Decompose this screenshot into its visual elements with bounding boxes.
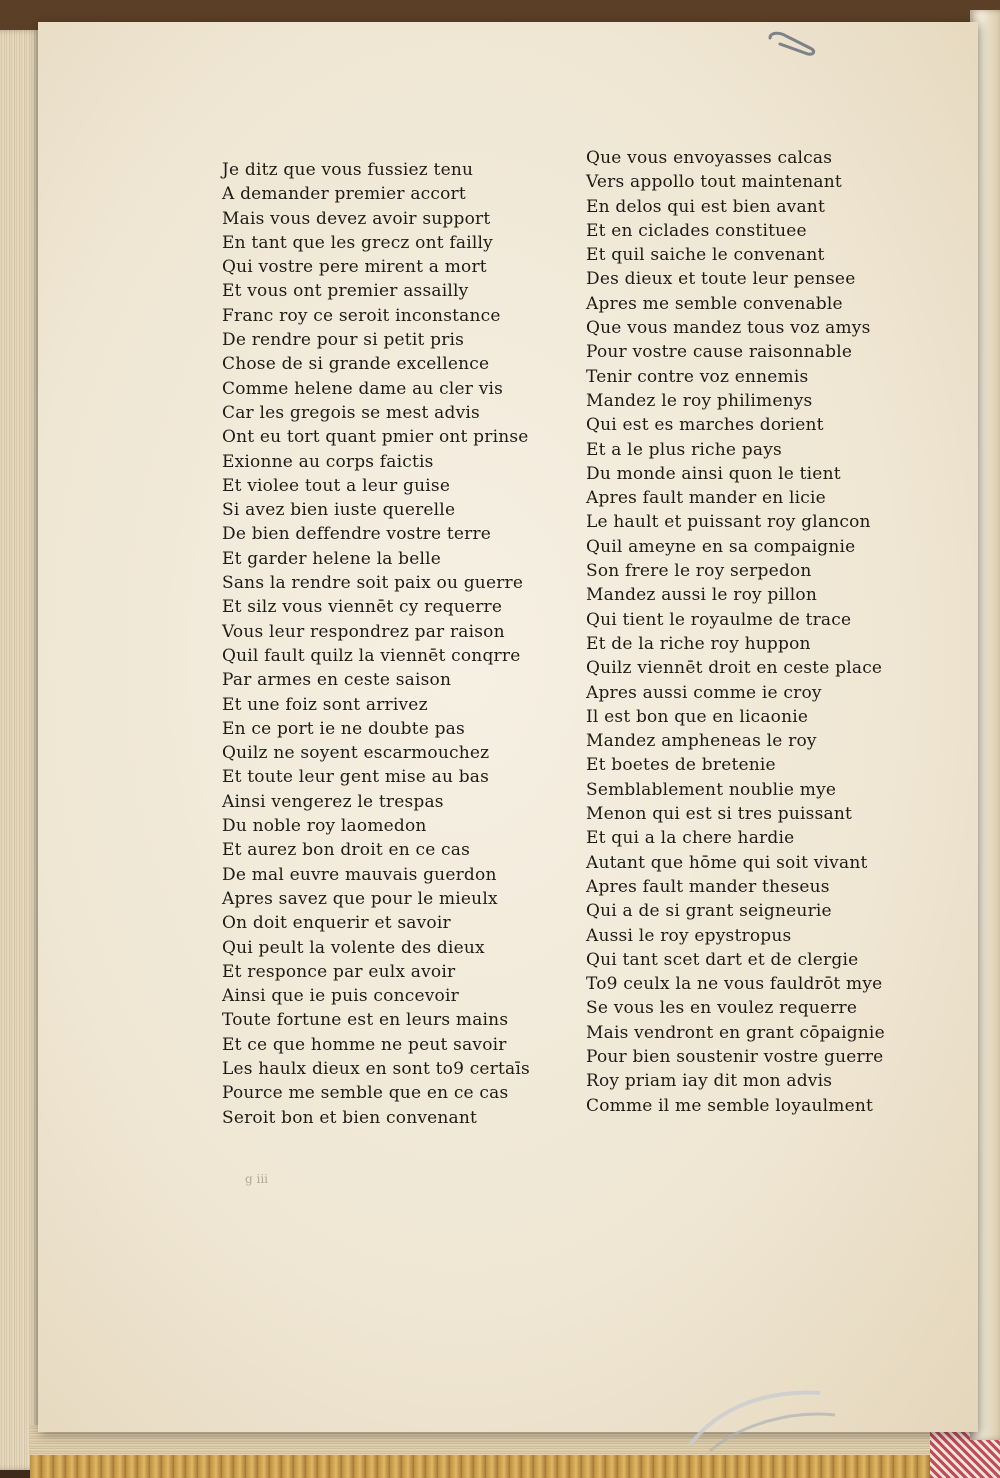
left-verse-line: Franc roy ce seroit inconstance bbox=[222, 305, 501, 326]
left-verse-column bbox=[222, 158, 592, 1130]
left-verse-line: Apres savez que pour le mieulx bbox=[222, 888, 498, 909]
left-verse-line: Et responce par eulx avoir bbox=[222, 961, 456, 982]
left-verse-line: De bien deffendre vostre terre bbox=[222, 524, 492, 545]
left-verse-line: Qui peult la volente des dieux bbox=[222, 937, 485, 958]
left-verse-line: Et silz vous viennēt cy requerre bbox=[222, 597, 503, 618]
left-verse-line: Ont eu tort quant pmier ont prinse bbox=[222, 427, 529, 448]
right-verse-line: Pour bien soustenir vostre guerre bbox=[586, 1046, 884, 1067]
right-verse-line: To9 ceulx la ne vous fauldrōt mye bbox=[586, 974, 883, 995]
left-verse-line: Pource me semble que en ce cas bbox=[222, 1083, 509, 1104]
right-verse-line: Quilz viennēt droit en ceste place bbox=[586, 658, 883, 679]
left-verse-line: Par armes en ceste saison bbox=[222, 670, 452, 691]
left-verse-line: Chose de si grande excellence bbox=[222, 354, 490, 375]
left-verse-line: Et violee tout a leur guise bbox=[222, 475, 451, 496]
right-verse-line: Mandez ampheneas le roy bbox=[586, 731, 817, 752]
left-verse-line: Ainsi que ie puis concevoir bbox=[222, 986, 459, 1007]
right-verse-line: Aussi le roy epystropus bbox=[586, 925, 792, 946]
right-verse-line: Qui tant scet dart et de clergie bbox=[586, 949, 859, 970]
left-verse-line: En tant que les grecz ont failly bbox=[222, 232, 493, 253]
right-verse-line: Et boetes de bretenie bbox=[586, 755, 776, 776]
left-verse-line: Et garder helene la belle bbox=[222, 548, 442, 569]
left-verse-line: Vous leur respondrez par raison bbox=[222, 621, 505, 642]
right-verse-line: Quil ameyne en sa compaignie bbox=[586, 536, 856, 557]
left-verse-line: En ce port ie ne doubte pas bbox=[222, 718, 465, 739]
right-verse-line: En delos qui est bien avant bbox=[586, 196, 825, 217]
left-verse-line: Sans la rendre soit paix ou guerre bbox=[222, 573, 524, 594]
right-verse-line: Que vous mandez tous voz amys bbox=[586, 318, 871, 339]
right-verse-line: Que vous envoyasses calcas bbox=[586, 148, 833, 168]
page-stack-left-edge bbox=[0, 30, 40, 1470]
right-verse-line: Mandez aussi le roy pillon bbox=[586, 585, 818, 606]
left-verse-line: Et ce que homme ne peut savoir bbox=[222, 1034, 507, 1055]
right-verse-line: Et a le plus riche pays bbox=[586, 439, 782, 460]
left-verse-line: Toute fortune est en leurs mains bbox=[222, 1010, 509, 1031]
left-verse-line: Et aurez bon droit en ce cas bbox=[222, 840, 471, 861]
left-verse-line: Je ditz que vous fussiez tenu bbox=[222, 160, 474, 180]
right-verse-line: Mais vendront en grant cōpaignie bbox=[586, 1022, 885, 1043]
left-verse-line: Et toute leur gent mise au bas bbox=[222, 767, 490, 788]
right-verse-line: Le hault et puissant roy glancon bbox=[586, 512, 871, 533]
right-verse-line: Qui a de si grant seigneurie bbox=[586, 901, 832, 922]
left-verse-line: De mal euvre mauvais guerdon bbox=[222, 864, 497, 885]
right-verse-line: Roy priam iay dit mon advis bbox=[586, 1071, 833, 1092]
right-verse-line: Vers appollo tout maintenant bbox=[586, 172, 842, 193]
right-verse-line: Pour vostre cause raisonnable bbox=[586, 342, 853, 363]
left-verse-line: Quil fault quilz la viennēt conqrre bbox=[222, 645, 521, 666]
left-verse-line: Et vous ont premier assailly bbox=[222, 281, 469, 302]
left-verse-line: Mais vous devez avoir support bbox=[222, 208, 491, 229]
right-verse-line: Tenir contre voz ennemis bbox=[586, 366, 809, 387]
left-verse-line: Car les gregois se mest advis bbox=[222, 402, 480, 423]
right-verse-line: Et quil saiche le convenant bbox=[586, 245, 825, 266]
left-verse-line: A demander premier accort bbox=[222, 184, 466, 205]
left-verse-line: Si avez bien iuste querelle bbox=[222, 500, 456, 521]
right-verse-line: Apres aussi comme ie croy bbox=[586, 682, 822, 703]
right-verse-line: Son frere le roy serpedon bbox=[586, 561, 812, 582]
right-verse-line: Du monde ainsi quon le tient bbox=[586, 463, 841, 484]
right-verse-line: Qui tient le royaulme de trace bbox=[586, 609, 852, 630]
signature-mark: g iii bbox=[245, 1172, 269, 1186]
right-verse-line: Et qui a la chere hardie bbox=[586, 828, 795, 849]
left-verse-line: Exionne au corps faictis bbox=[222, 451, 434, 472]
left-verse-line: Quilz ne soyent escarmouchez bbox=[222, 743, 490, 764]
right-verse-line: Et en ciclades constituee bbox=[586, 220, 807, 241]
right-verse-line: Apres fault mander en licie bbox=[586, 488, 826, 509]
left-verse-line: Seroit bon et bien convenant bbox=[222, 1107, 478, 1128]
right-verse-line: Semblablement noublie mye bbox=[586, 779, 837, 800]
left-verse-line: Et une foiz sont arrivez bbox=[222, 694, 428, 715]
right-verse-line: Autant que hōme qui soit vivant bbox=[586, 852, 868, 873]
left-verse-line: On doit enquerir et savoir bbox=[222, 913, 451, 934]
right-verse-line: Qui est es marches dorient bbox=[586, 415, 824, 436]
right-verse-line: Il est bon que en licaonie bbox=[586, 706, 809, 727]
right-verse-column bbox=[586, 146, 966, 1118]
right-verse-line: Et de la riche roy huppon bbox=[586, 633, 811, 654]
left-verse-line: Du noble roy laomedon bbox=[222, 816, 427, 837]
right-verse-line: Mandez le roy philimenys bbox=[586, 390, 813, 411]
left-verse-line: Ainsi vengerez le trespas bbox=[222, 791, 444, 812]
right-verse-line: Des dieux et toute leur pensee bbox=[586, 269, 856, 290]
right-verse-line: Menon qui est si tres puissant bbox=[586, 804, 853, 825]
left-verse-line: Les haulx dieux en sont to9 certaīs bbox=[222, 1058, 530, 1079]
reading-glasses-icon bbox=[680, 1385, 840, 1455]
left-verse-line: Comme helene dame au cler vis bbox=[222, 378, 504, 399]
gilt-edge bbox=[30, 1455, 990, 1478]
right-verse-line: Comme il me semble loyaulment bbox=[586, 1095, 874, 1116]
right-verse-line: Apres me semble convenable bbox=[586, 293, 843, 314]
right-verse-line: Se vous les en voulez requerre bbox=[586, 998, 858, 1019]
right-verse-line: Apres fault mander theseus bbox=[586, 876, 830, 897]
left-verse-line: De rendre pour si petit pris bbox=[222, 330, 465, 351]
paper-clip-icon bbox=[766, 30, 818, 56]
left-verse-line: Qui vostre pere mirent a mort bbox=[222, 257, 487, 278]
